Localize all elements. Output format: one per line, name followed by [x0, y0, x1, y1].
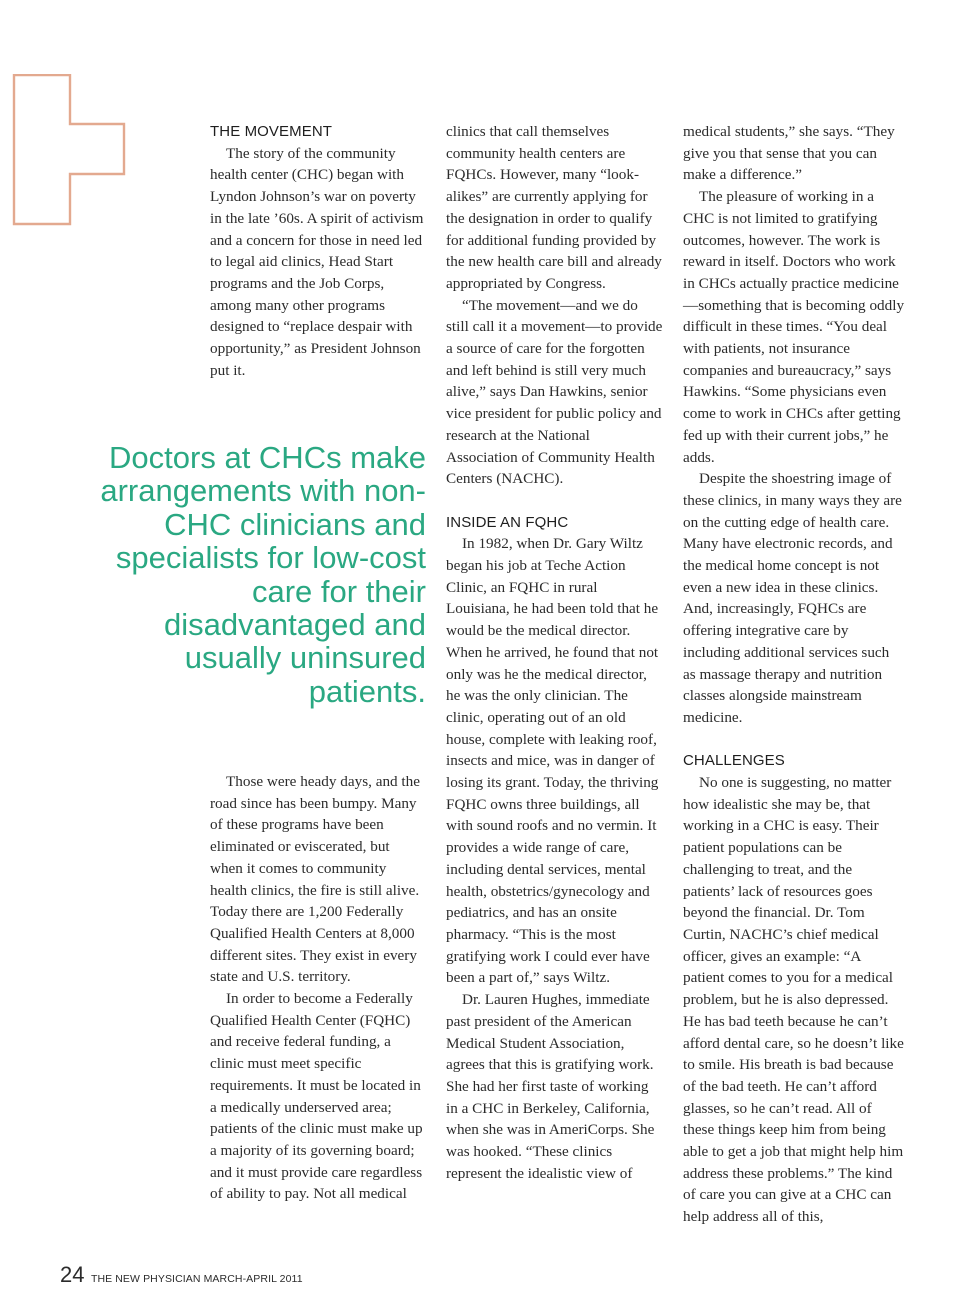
- body-paragraph: No one is suggesting, no matter how idealistic she may be, that working in a CHC is easy. Their patient populations can be challenging to treat, and the patients’ lack of resources goes beyond the financial. Dr. Tom Curtin, NACHC’s chief medical officer, gives an example: “A patient comes to you for a medical problem, but he is also depressed. He has bad teeth because he can’t afford dental care, so he doesn’t like to smile. His breath is bad because of the bad teeth. He can’t afford glasses, so he can’t read. All of these things keep him from being able to get a job that might help him address these problems.” The kind of care you can give at a CHC can help address all of this,: [683, 774, 904, 1226]
- body-paragraph: The story of the community health center (CHC) began with Lyndon Johnson’s war on poverty in the late ’60s. A spirit of activism and a concern for those in need led to legal aid clinics, Head Start programs and the Job Corps, among many other programs designed to “replace despair with opportunity,” as President Johnson put it.: [210, 144, 424, 379]
- cross-outline-icon: [0, 74, 130, 230]
- page-number: 24: [60, 1262, 85, 1287]
- column-1-bottom: [210, 771, 426, 1205]
- magazine-issue: THE NEW PHYSICIAN MARCH-APRIL 2011: [90, 1273, 303, 1285]
- body-paragraph: In 1982, when Dr. Gary Wiltz began his job at Teche Action Clinic, an FQHC in rural Louisiana, he had been told that he would be the medical director. When he arrived, he found that not only was he the medical director, he was the only clinician. The clinic, operating out of an old house, complete with leaking roof, insects and mice, was in danger of losing its grant. Today, the thriving FQHC owns three buildings, all with sound roofs and no vermin. It provides a wide range of care, including dental services, mental health, obstetrics/gynecology and pediatrics, and has an onsite pharmacy. “This is the most gratifying work I could ever have been a part of,” says Wiltz.: [446, 535, 659, 987]
- body-paragraph: In order to become a Federally Qualified Health Center (FQHC) and receive federal funding, a clinic must meet specific requirements. It must be located in a medically underserved area; patients of the clinic must make up a majority of its governing board; and it must provide care regardless of ability to pay. Not all medical: [210, 990, 423, 1203]
- body-paragraph: clinics that call themselves community health centers are FQHCs. However, many “look-alikes” are currently applying for the designation in order to qualify for additional funding provided by the new health care bill and already appropriated by Congress.: [446, 123, 662, 292]
- pull-quote: Doctors at CHCs make arrangements with non-CHC clinicians and specialists for low-cost care for their disadvantaged and usually uninsured patients.: [100, 440, 426, 709]
- body-paragraph: The pleasure of working in a CHC is not limited to gratifying outcomes, however. The work is reward in itself. Doctors who work in CHCs actually practice medicine—something that is becoming oddly difficult in these times. “You deal with patients, not insurance companies and bureaucracy,” says Hawkins. “Some physicians even come to work in CHCs after getting fed up with their current jobs,” he adds.: [683, 188, 905, 466]
- section-heading-inside-fqhc: INSIDE AN FQHC: [446, 513, 569, 531]
- body-paragraph: medical students,” she says. “They give you that sense that you can make a difference.”: [683, 123, 895, 184]
- section-gap: [446, 490, 664, 512]
- body-paragraph: Those were heady days, and the road since has been bumpy. Many of these programs have been eliminated or eviscerated, but when it comes to community health clinics, the fire is still alive. Today there are 1,200 Federally Qualified Health Centers at 8,000 different sites. They exist in every state and U.S. territory.: [210, 773, 420, 986]
- column-3: [683, 121, 905, 1228]
- section-gap: [683, 729, 905, 751]
- column-1-top: [210, 121, 426, 381]
- section-heading-challenges: CHALLENGES: [683, 752, 785, 770]
- section-heading-movement: THE MOVEMENT: [210, 123, 333, 140]
- body-paragraph: “The movement—and we do still call it a movement—to provide a source of care for the forgotten and left behind is still very much alive,” says Dan Hawkins, senior vice president for public policy and research at the National Association of Community Health Centers (NACHC).: [446, 296, 663, 488]
- column-2: [446, 121, 664, 1184]
- body-paragraph: Despite the shoestring image of these clinics, in many ways they are on the cutting edge of health care. Many have electronic records, and the medical home concept is not even a new idea in these clinics. And, increasingly, FQHCs are offering integrative care by including additional services such as massage therapy and nutrition classes alongside mainstream medicine.: [683, 470, 902, 726]
- body-paragraph: Dr. Lauren Hughes, immediate past president of the American Medical Student Association, agrees that this is gratifying work. She had her first taste of working in a CHC in Berkeley, California, when she was in AmeriCorps. She was hooked. “These clinics represent the idealistic view of: [446, 991, 655, 1182]
- page-footer: [60, 1262, 303, 1288]
